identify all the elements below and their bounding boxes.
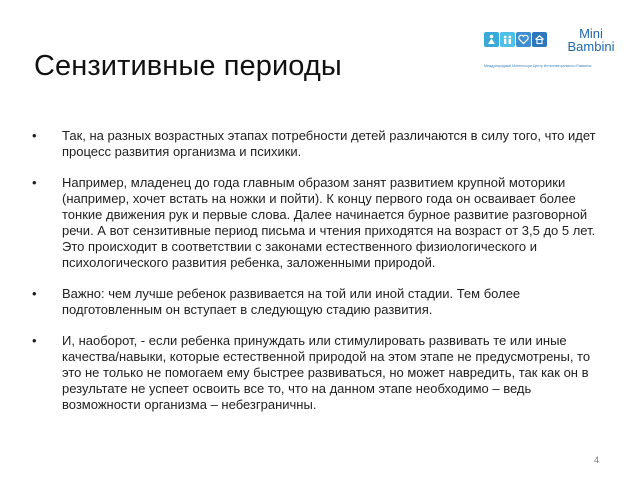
bullet-marker: • — [32, 175, 37, 190]
bullet-text: Например, младенец до года главным образом занят развитием крупной моторики (например, хочет встать на ножки и пойти). К концу первого года он осваивает более тонкие движения рук и первые слова. Далее начинается бурное развитие разговорной речи. А вот сензитивные период письма и чтения приходятся на возраст от 3,5 до 5 лет. Это происходит в соответствии с законами естественного физиологического и психологического развития ребенка, заложенными природой. — [62, 175, 596, 270]
house-icon — [532, 32, 547, 47]
heart-icon — [516, 32, 531, 47]
bullet-marker: • — [32, 128, 37, 143]
bullet-item — [32, 128, 600, 160]
logo-line-2: Bambini — [567, 39, 615, 54]
family-icon — [500, 32, 515, 47]
page-number: 4 — [594, 455, 600, 465]
logo-line-1: Mini — [579, 26, 603, 41]
logo-wordmark — [556, 27, 626, 53]
bullet-item — [32, 286, 600, 318]
bullet-text: Так, на разных возрастных этапах потребности детей различаются в силу того, что идет процесс развития организма и психики. — [62, 128, 596, 159]
person-icon — [484, 32, 499, 47]
bullet-marker: • — [32, 286, 37, 301]
bullet-marker: • — [32, 333, 37, 348]
bullet-item — [32, 175, 600, 271]
mini-bambini-logo — [484, 26, 630, 70]
logo-subtitle: Международный Монтессори Центр Интеллектуального Развития — [484, 64, 592, 68]
bullet-item — [32, 333, 600, 413]
bullet-text: И, наоборот, - если ребенка принуждать или стимулировать развивать те или иные качества/навыки, которые естественной природой на этом этапе не предусмотрены, то это не только не помогаем ему быстрее развиваться, но может навредить, так как он в результате не успеет освоить все то, что на данном этапе необходимо – ведь возможности организма – небезграничны. — [62, 333, 591, 412]
slide-title: Сензитивные периоды — [34, 50, 342, 82]
bullet-list — [32, 128, 600, 413]
logo-icon-row — [484, 32, 547, 47]
bullet-text: Важно: чем лучше ребенок развивается на той или иной стадии. Тем более подготовленным он вступает в следующую стадию развития. — [62, 286, 521, 317]
